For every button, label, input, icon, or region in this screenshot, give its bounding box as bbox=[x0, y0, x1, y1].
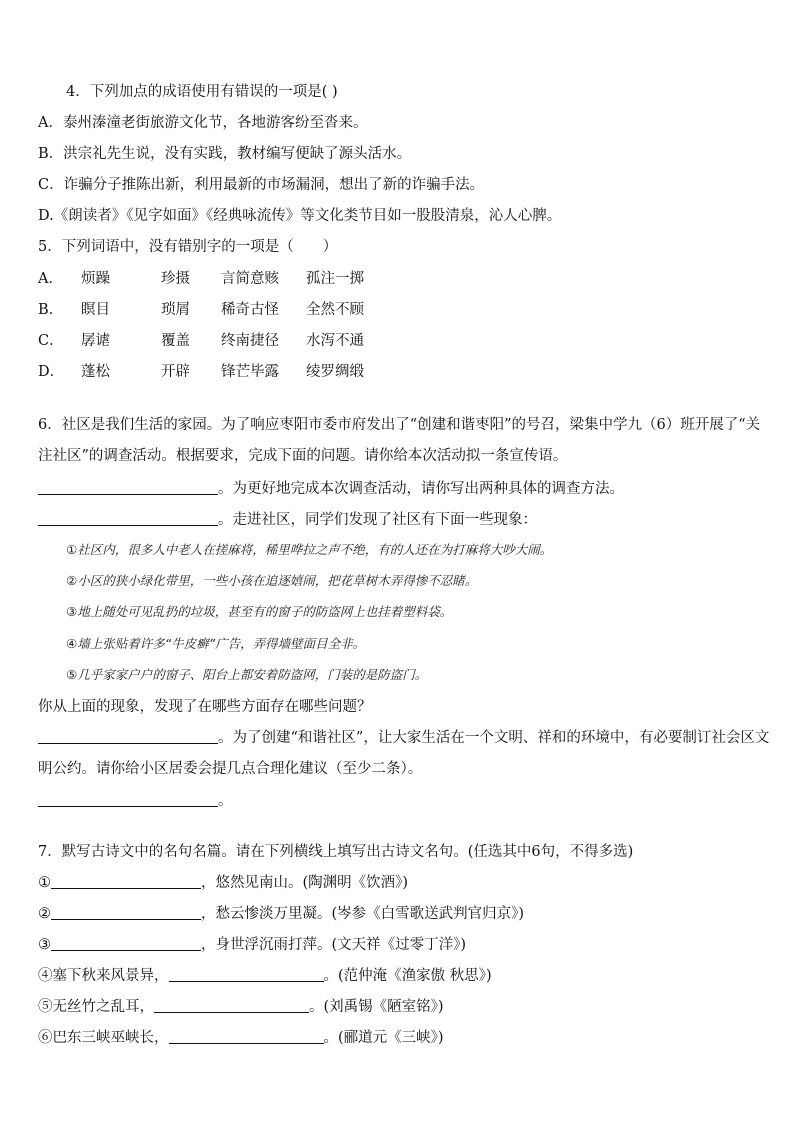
q6-question: 你从上面的现象，发现了在哪些方面存在哪些问题？ bbox=[38, 699, 372, 715]
q7-item bbox=[38, 997, 444, 1017]
answer-blank[interactable] bbox=[38, 729, 218, 744]
q7-item-suffix: 。(范仲淹《渔家傲 秋思》) bbox=[323, 968, 492, 984]
answer-blank[interactable] bbox=[154, 998, 309, 1013]
q7-item-prefix: ⑥巴东三峡巫峡长， bbox=[38, 1030, 169, 1046]
phenomenon-item: ②小区的狭小绿化带里，一些小孩在追逐嬉闹，把花草树木弄得惨不忍睹。 bbox=[66, 573, 478, 588]
q7-item-prefix: ① bbox=[38, 875, 51, 891]
q5-option-a bbox=[38, 269, 364, 289]
answer-blank[interactable] bbox=[51, 905, 201, 920]
q6-task2-text: 。走进社区，同学们发现了社区有下面一些现象： bbox=[218, 512, 537, 528]
answer-blank[interactable] bbox=[51, 936, 201, 951]
q6-intro-line2: 注社区”的调查活动。根据要求，完成下面的问题。请你给本次活动拟一条宣传语。 bbox=[38, 448, 568, 464]
q7-item bbox=[38, 904, 524, 924]
q7-stem: 7．默写古诗文中的名句名篇。请在下列横线上填写出古诗文名句。(任选其中6句，不得多选) bbox=[38, 844, 634, 860]
q7-item-prefix: ⑤无丝竹之乱耳， bbox=[38, 999, 154, 1015]
option-word: 孤注一掷 bbox=[306, 271, 364, 287]
q4-option-a: A．泰州溱潼老街旅游文化节，各地游客纷至沓来。 bbox=[38, 115, 368, 131]
q7-item-suffix: 。(刘禹锡《陋室铭》) bbox=[309, 999, 444, 1015]
q6-intro-line1: 6．社区是我们生活的家园。为了响应枣阳市委市府发出了“创建和谐枣阳”的号召，梁集中学九（6）班开展了“关 bbox=[38, 417, 761, 433]
phenomenon-item: ④墙上张贴着许多“牛皮癣”广告，弄得墙壁面目全非。 bbox=[66, 636, 366, 651]
option-letter: D． bbox=[38, 364, 65, 380]
q7-item bbox=[38, 935, 466, 955]
phenomenon-item: ①社区内，很多人中老人在搓麻将，稀里哗拉之声不绝，有的人还在为打麻将大吵大闹。 bbox=[66, 542, 553, 557]
q5-stem: 5．下列词语中，没有错别字的一项是（ ） bbox=[38, 239, 338, 255]
q7-item bbox=[38, 873, 408, 893]
option-letter: A． bbox=[38, 271, 63, 287]
q4-option-c: C．诈骗分子推陈出新，利用最新的市场漏洞，想出了新的诈骗手法。 bbox=[38, 177, 485, 193]
q4-stem: 4．下列加点的成语使用有错误的一项是( ) bbox=[66, 84, 338, 100]
q6-task3-cont: 明公约。请你给小区居委会提几点合理化建议（至少二条）。 bbox=[38, 761, 423, 777]
option-word: 孱谑 bbox=[81, 333, 110, 349]
answer-blank[interactable] bbox=[38, 480, 218, 495]
phenomenon-item: ⑤几乎家家户户的窗子、阳台上都安着防盗网，门装的是防盗门。 bbox=[66, 667, 428, 682]
option-word: 终南捷径 bbox=[221, 333, 279, 349]
q6-task1 bbox=[38, 479, 624, 499]
option-word: 全然不顾 bbox=[306, 302, 364, 318]
option-word: 言简意赅 bbox=[221, 271, 279, 287]
option-word: 琐屑 bbox=[161, 302, 190, 318]
q6-end-mark: 。 bbox=[218, 793, 233, 809]
answer-blank[interactable] bbox=[169, 1029, 324, 1044]
q7-item-prefix: ③ bbox=[38, 937, 51, 953]
option-letter: B． bbox=[38, 302, 64, 318]
option-word: 锋芒毕露 bbox=[221, 364, 279, 380]
option-word: 开辟 bbox=[161, 364, 190, 380]
q6-task2 bbox=[38, 510, 537, 530]
option-word: 烦躁 bbox=[81, 271, 110, 287]
q7-item-prefix: ④塞下秋来风景异， bbox=[38, 968, 169, 984]
q4-option-b: B．洪宗礼先生说，没有实践，教材编写便缺了源头活水。 bbox=[38, 146, 412, 162]
answer-blank[interactable] bbox=[38, 792, 218, 807]
answer-blank[interactable] bbox=[38, 511, 218, 526]
q7-item bbox=[38, 1028, 444, 1048]
q6-task3 bbox=[38, 728, 769, 748]
q7-item-prefix: ② bbox=[38, 906, 51, 922]
answer-blank[interactable] bbox=[169, 967, 324, 982]
q6-task1-text: 。为更好地完成本次调查活动，请你写出两种具体的调查方法。 bbox=[218, 481, 624, 497]
q6-task3-text: 。为了创建“和谐社区”，让大家生活在一个文明、祥和的环境中，有必要制订社会区文 bbox=[218, 730, 770, 746]
q7-item-suffix: ，身世浮沉雨打萍。(文天祥《过零丁洋》) bbox=[201, 937, 467, 953]
option-word: 稀奇古怪 bbox=[221, 302, 279, 318]
option-letter: C． bbox=[38, 333, 64, 349]
phenomenon-item: ③地上随处可见乱扔的垃圾，甚至有的窗子的防盗网上也挂着塑料袋。 bbox=[66, 604, 453, 619]
option-word: 珍摄 bbox=[161, 271, 190, 287]
option-word: 覆盖 bbox=[161, 333, 190, 349]
q7-item bbox=[38, 966, 492, 986]
q5-option-d bbox=[38, 362, 364, 382]
option-word: 蓬松 bbox=[81, 364, 110, 380]
q7-item-suffix: ，悠然见南山。(陶渊明《饮酒》) bbox=[201, 875, 409, 891]
option-word: 瞑目 bbox=[81, 302, 110, 318]
q5-option-b bbox=[38, 300, 364, 320]
q6-task4 bbox=[38, 791, 233, 811]
option-word: 水泻不通 bbox=[306, 333, 364, 349]
q4-option-d: D.《朗读者》《见字如面》《经典咏流传》等文化类节目如一股股清泉，沁人心脾。 bbox=[38, 208, 562, 224]
option-word: 绫罗绸缎 bbox=[306, 364, 364, 380]
q5-option-c bbox=[38, 331, 364, 351]
answer-blank[interactable] bbox=[51, 874, 201, 889]
q7-item-suffix: 。(郦道元《三峡》) bbox=[323, 1030, 444, 1046]
q7-item-suffix: ，愁云惨淡万里凝。(岑参《白雪歌送武判官归京》) bbox=[201, 906, 525, 922]
